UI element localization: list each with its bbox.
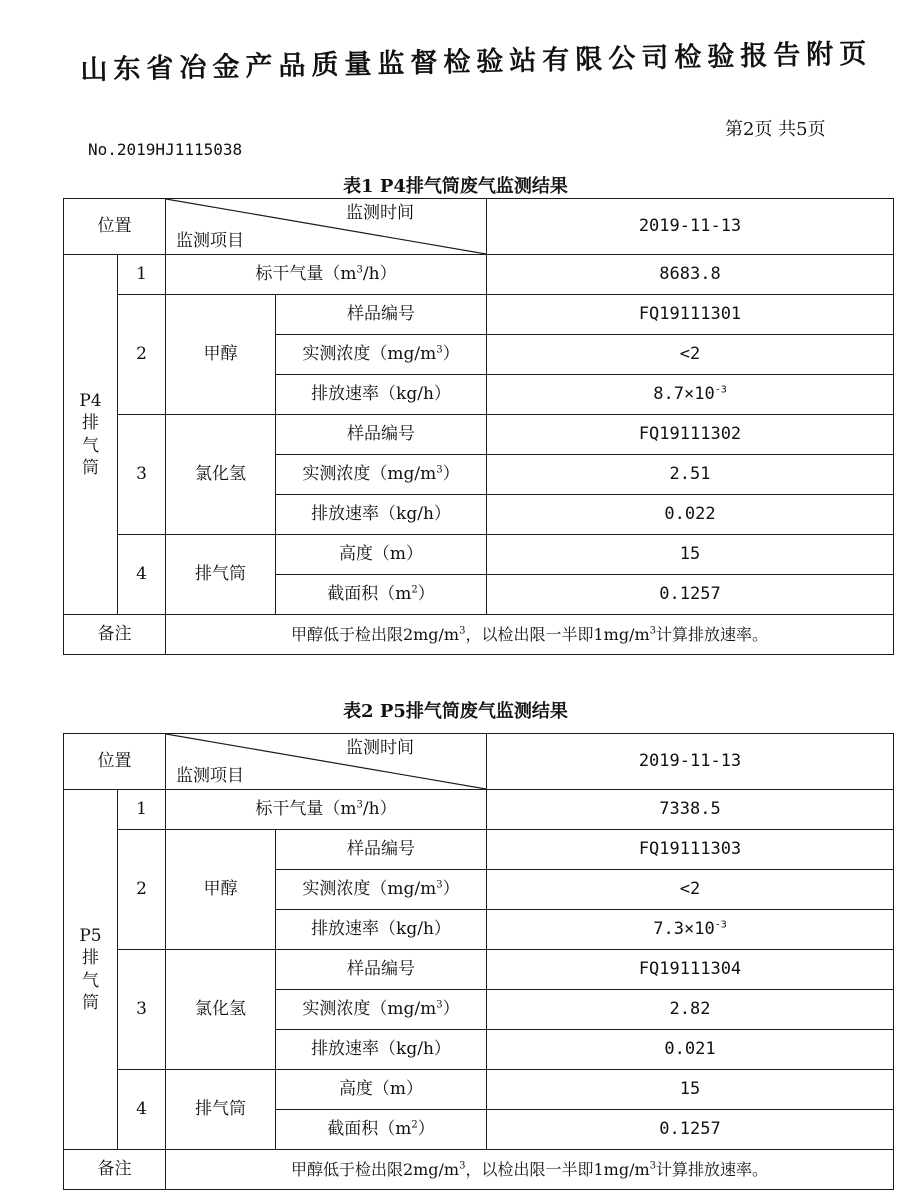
table-row: [64, 1070, 894, 1110]
row-number: 4: [118, 535, 166, 615]
methanol-sample-no: FQ19111303: [487, 830, 894, 870]
monitor-time-label: 监测时间: [346, 203, 414, 223]
pollutant-methanol: 甲醇: [166, 830, 276, 950]
stack-area: 0.1257: [487, 575, 894, 615]
height-label: 高度（m）: [276, 535, 487, 575]
stack-label-cell: P4 排 气 筒: [64, 255, 118, 615]
monitor-item-label: 监测项目: [176, 765, 244, 786]
stack-height: 15: [487, 1070, 894, 1110]
remark-label: 备注: [64, 615, 166, 655]
hcl-conc: 2.51: [487, 455, 894, 495]
methanol-conc: <2: [487, 870, 894, 910]
hcl-conc: 2.82: [487, 990, 894, 1030]
report-number: No.2019HJ1115038: [88, 140, 243, 159]
monitor-item-label: 监测项目: [176, 230, 244, 251]
table-row: [64, 790, 894, 830]
methanol-rate: $7.3\times 10^{-3}$: [487, 910, 894, 950]
methanol-sample-no: FQ19111301: [487, 295, 894, 335]
stack-label: 排气筒: [166, 535, 276, 615]
stack-area: 0.1257: [487, 1110, 894, 1150]
methanol-rate: $8.7\times 10^{-3}$: [487, 375, 894, 415]
emission-rate-label: 排放速率（kg/h）: [276, 910, 487, 950]
hcl-rate: 0.021: [487, 1030, 894, 1070]
row-number: 1: [118, 255, 166, 295]
height-label: 高度（m）: [276, 1070, 487, 1110]
table-2-caption: 表2 P5排气筒废气监测结果: [343, 701, 568, 722]
table-1-header-row: [64, 199, 894, 255]
diagonal-header-cell: [166, 734, 487, 790]
table-row: [64, 255, 894, 295]
sample-no-label: 样品编号: [276, 415, 487, 455]
remark-text: 甲醇低于检出限$2mg/m^3$，以检出限一半即$1mg/m^3$计算排放速率。: [166, 1150, 894, 1190]
table-row: [64, 295, 894, 335]
remark-text: 甲醇低于检出限$2mg/m^3$，以检出限一半即$1mg/m^3$计算排放速率。: [166, 615, 894, 655]
stack-height: 15: [487, 535, 894, 575]
row-number: 3: [118, 415, 166, 535]
emission-rate-label: 排放速率（kg/h）: [276, 1030, 487, 1070]
table-row: [64, 950, 894, 990]
std-dry-gas-label: 标干气量$(m^3/h)$: [166, 790, 487, 830]
table-1-caption: 表1 P4排气筒废气监测结果: [343, 176, 568, 197]
row-number: 2: [118, 295, 166, 415]
hcl-sample-no: FQ19111302: [487, 415, 894, 455]
row-number: 3: [118, 950, 166, 1070]
sample-no-label: 样品编号: [276, 950, 487, 990]
stack-label: 排气筒: [166, 1070, 276, 1150]
table-2-header-row: [64, 734, 894, 790]
table-row: [64, 615, 894, 655]
methanol-conc: <2: [487, 335, 894, 375]
table-row: [64, 830, 894, 870]
std-dry-gas-value: 7338.5: [487, 790, 894, 830]
measured-conc-label: 实测浓度$(mg/m^3)$: [276, 335, 487, 375]
table-row: [64, 415, 894, 455]
area-label: 截面积$(m^2)$: [276, 1110, 487, 1150]
monitor-date: 2019-11-13: [487, 199, 894, 255]
std-dry-gas-label: 标干气量$(m^3/h)$: [166, 255, 487, 295]
page-info: 第2页 共5页: [725, 119, 826, 140]
diagonal-header-cell: [166, 199, 487, 255]
hcl-sample-no: FQ19111304: [487, 950, 894, 990]
emission-rate-label: 排放速率（kg/h）: [276, 375, 487, 415]
stack-label-cell: P5 排 气 筒: [64, 790, 118, 1150]
row-number: 4: [118, 1070, 166, 1150]
sample-no-label: 样品编号: [276, 295, 487, 335]
monitor-date: 2019-11-13: [487, 734, 894, 790]
area-label: 截面积$(m^2)$: [276, 575, 487, 615]
monitor-time-label: 监测时间: [346, 738, 414, 758]
pollutant-hcl: 氯化氢: [166, 415, 276, 535]
table-2: [63, 733, 894, 1190]
hcl-rate: 0.022: [487, 495, 894, 535]
row-number: 2: [118, 830, 166, 950]
document-title: 山东省冶金产品质量监督检验站有限公司检验报告附页: [80, 38, 873, 86]
position-header: 位置: [64, 199, 166, 255]
table-row: [64, 535, 894, 575]
remark-label: 备注: [64, 1150, 166, 1190]
measured-conc-label: 实测浓度$(mg/m^3)$: [276, 870, 487, 910]
row-number: 1: [118, 790, 166, 830]
pollutant-hcl: 氯化氢: [166, 950, 276, 1070]
measured-conc-label: 实测浓度$(mg/m^3)$: [276, 990, 487, 1030]
sample-no-label: 样品编号: [276, 830, 487, 870]
std-dry-gas-value: 8683.8: [487, 255, 894, 295]
table-1: [63, 198, 894, 655]
measured-conc-label: 实测浓度$(mg/m^3)$: [276, 455, 487, 495]
emission-rate-label: 排放速率（kg/h）: [276, 495, 487, 535]
pollutant-methanol: 甲醇: [166, 295, 276, 415]
table-row: [64, 1150, 894, 1190]
position-header: 位置: [64, 734, 166, 790]
